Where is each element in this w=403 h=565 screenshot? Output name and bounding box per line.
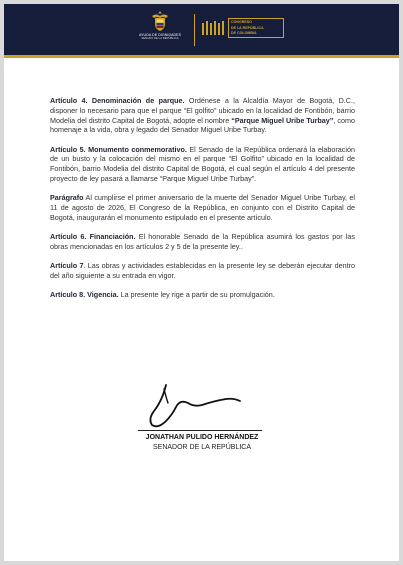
article-7	[50, 261, 355, 281]
seal-subcaption: SENADO DE LA REPÚBLICA	[141, 36, 179, 40]
congress-logo	[202, 18, 292, 40]
document-page	[4, 4, 399, 561]
senate-seal	[136, 10, 184, 48]
banner-gold-rule	[4, 55, 399, 58]
article-text: Al cumplirse el primer aniversario de la muerte del Senador Miguel Uribe Turbay, el 11 de agosto de 2026, El Congreso de la República, en conjunto con el Distrito Capital de Bogotá, inaugurarán el monumento estipulado en el presente artículo.	[50, 193, 355, 222]
capitol-columns-icon	[202, 21, 226, 35]
logo-wordmark	[228, 18, 284, 38]
signer-title: SENADOR DE LA REPÚBLICA	[152, 444, 252, 451]
article-title: Artículo 4. Denominación de parque.	[50, 96, 185, 105]
article-text: Ordénese a la Alcaldía Mayor de Bogotá, D.C., disponer lo necesario para que el parque “El golfito” ubicado en la localidad de Fontibón, barrio Modelia del distrito Capital de Bogotá, adopte el nombre	[50, 96, 355, 125]
coat-of-arms-icon	[150, 10, 170, 32]
article-title: Artículo 7	[50, 260, 84, 270]
article-title: Artículo 6. Financiación.	[50, 231, 136, 241]
seal-caption: AYUDA DE DIGNIDADES	[138, 33, 182, 37]
article-8	[50, 290, 355, 300]
article-text: . Las obras y actividades establecidas en la presente ley se deberán ejecutar dentro del año siguiente a su entrada en vigor.	[50, 260, 355, 280]
signature-line	[138, 430, 262, 431]
paragraph-clause	[50, 193, 355, 222]
article-6	[50, 232, 355, 252]
logo-line: CONGRESO	[231, 20, 252, 24]
handwritten-signature	[142, 381, 242, 429]
article-text: El honorable Senado de la República asumirá los gastos por las obras mencionadas en los artículos 2 y 5 de la presente ley..	[50, 231, 355, 251]
article-text: La presente ley rige a partir de su promulgación.	[118, 289, 275, 299]
article-5	[50, 145, 355, 184]
article-title: Artículo 8. Vigencia.	[50, 289, 119, 299]
park-name: “Parque Miguel Uribe Turbay”	[231, 115, 334, 125]
article-4	[50, 96, 355, 135]
header-divider	[194, 14, 195, 46]
article-title: Artículo 5. Monumento conmemorativo.	[50, 144, 187, 154]
logo-line: DE LA REPÚBLICA	[231, 25, 264, 30]
logo-line: DE COLOMBIA	[231, 31, 257, 36]
article-text: , como homenaje a la vida, obra y legado del Senador Miguel Uribe Turbay.	[50, 115, 355, 135]
letterhead-banner	[4, 4, 399, 58]
signer-name: JONATHAN PULIDO HERNÁNDEZ	[145, 434, 259, 441]
article-text: El Senado de la República ordenará la elaboración de un busto y la colocación del mismo en el parque “El Golfito” ubicado en la localidad de Fontibón, barrio Modelia del distrito Capital de Bogotá, el cual según el artículo 4 del presente proyecto de ley pasará a llamarse “Parque Miguel Uribe Turbay”.	[50, 144, 355, 183]
article-title: Parágrafo	[50, 193, 84, 203]
law-text	[50, 96, 355, 309]
